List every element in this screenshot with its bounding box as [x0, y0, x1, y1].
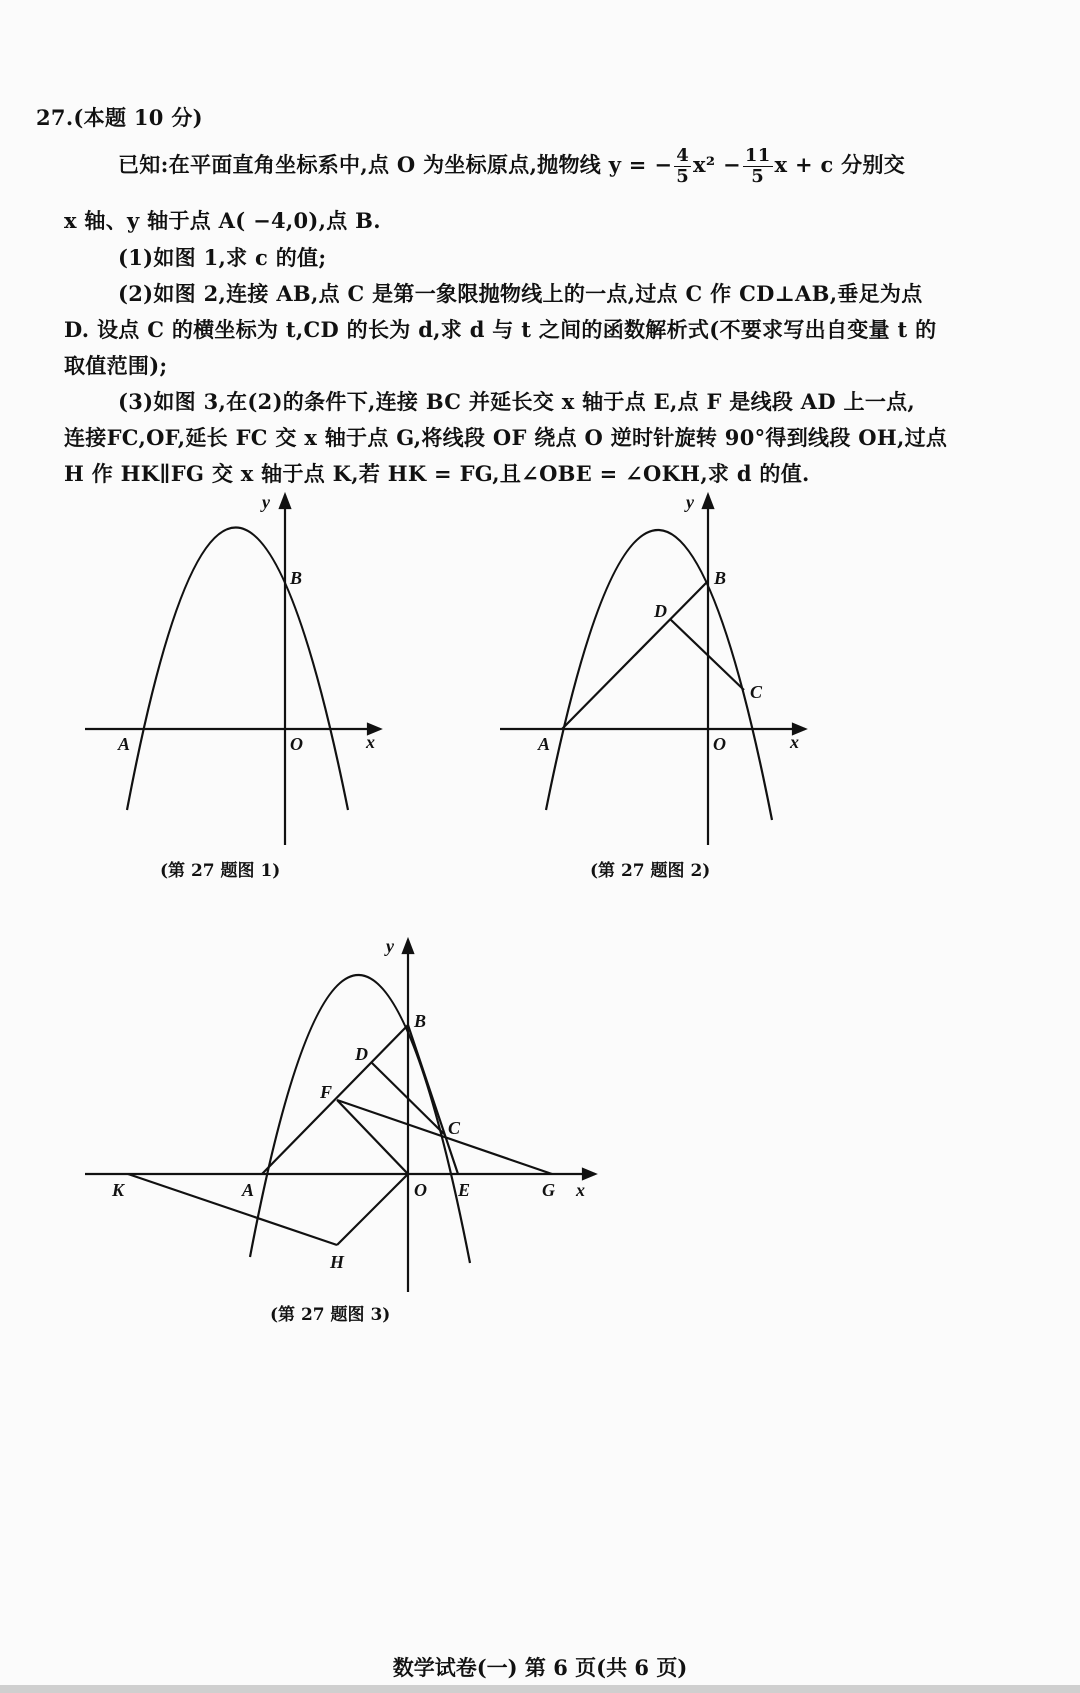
frac2-numerator: 11	[744, 145, 771, 166]
fig3-label-C: C	[448, 1118, 461, 1138]
intro-part-b: x² −	[693, 152, 741, 177]
page-footer: 数学试卷(一) 第 6 页(共 6 页)	[392, 1655, 688, 1680]
fig3-label-H: H	[330, 1252, 345, 1272]
fig3-segment-FG	[337, 1100, 552, 1174]
fig3-label-A: A	[242, 1180, 255, 1200]
fig3-label-G: G	[542, 1180, 555, 1200]
fig2-label-x: x	[790, 732, 799, 752]
question-3-line1: (3)如图 3,在(2)的条件下,连接 BC 并延长交 x 轴于点 E,点 F 是线段 AD 上一点,	[118, 389, 916, 414]
problem-heading: 27.(本题 10 分)	[36, 105, 203, 130]
question-3-line2: 连接FC,OF,延长 FC 交 x 轴于点 G,将线段 OF 绕点 O 逆时针旋转 90°得到线段 OH,过点	[64, 425, 948, 450]
fig1-caption: (第 27 题图 1)	[160, 861, 281, 881]
fig1-label-B: B	[290, 568, 303, 588]
fig3-segment-OH	[337, 1174, 408, 1245]
fig3-parabola	[250, 975, 470, 1263]
frac2-denominator: 5	[751, 166, 765, 187]
fig3-caption: (第 27 题图 3)	[270, 1305, 391, 1325]
fig3-label-D: D	[355, 1044, 368, 1064]
fig2-label-C: C	[750, 682, 763, 702]
fig3-segment-BE	[408, 1025, 458, 1174]
fig2-label-B: B	[714, 568, 727, 588]
fig3-label-K: K	[112, 1180, 125, 1200]
frac1-numerator: 4	[676, 145, 690, 166]
fig3-label-B: B	[414, 1011, 427, 1031]
question-1: (1)如图 1,求 c 的值;	[118, 245, 327, 270]
fig1-label-A: A	[118, 734, 131, 754]
fig1-label-O: O	[290, 734, 303, 754]
fig1-label-x: x	[366, 732, 375, 752]
fig3-y-arrow	[403, 940, 413, 953]
fig2-label-O: O	[713, 734, 726, 754]
fig2-label-A: A	[538, 734, 551, 754]
problem-intro-line2: x 轴、y 轴于点 A( −4,0),点 B.	[64, 208, 381, 233]
fig3-segment-HK	[128, 1174, 337, 1245]
fig3-x-arrow	[583, 1169, 595, 1179]
fig2-label-y: y	[686, 492, 694, 512]
intro-part-c: x + c 分别交	[774, 152, 906, 177]
fig2-label-D: D	[654, 601, 667, 621]
question-2-line3: 取值范围);	[64, 353, 168, 378]
question-2-line2: D. 设点 C 的横坐标为 t,CD 的长为 d,求 d 与 t 之间的函数解析式(不要求写出自变量 t 的	[64, 317, 937, 342]
fig3-label-x: x	[576, 1180, 585, 1200]
fig2-caption: (第 27 题图 2)	[590, 861, 711, 881]
fig1-label-y: y	[262, 492, 270, 512]
question-2-line1: (2)如图 2,连接 AB,点 C 是第一象限抛物线上的一点,过点 C 作 CD⊥AB,垂足为点	[118, 281, 923, 306]
fig3-label-E: E	[458, 1180, 471, 1200]
fig3-label-F: F	[320, 1082, 333, 1102]
question-3-line3: H 作 HK∥FG 交 x 轴于点 K,若 HK = FG,且∠OBE = ∠OKH,求 d 的值.	[64, 461, 810, 486]
fig3-label-y: y	[386, 936, 394, 956]
intro-part-a: 已知:在平面直角坐标系中,点 O 为坐标原点,抛物线 y = −	[118, 152, 673, 177]
frac1-denominator: 5	[676, 166, 690, 187]
bottom-edge-bar	[0, 1685, 1080, 1693]
fig3-label-O: O	[414, 1180, 427, 1200]
